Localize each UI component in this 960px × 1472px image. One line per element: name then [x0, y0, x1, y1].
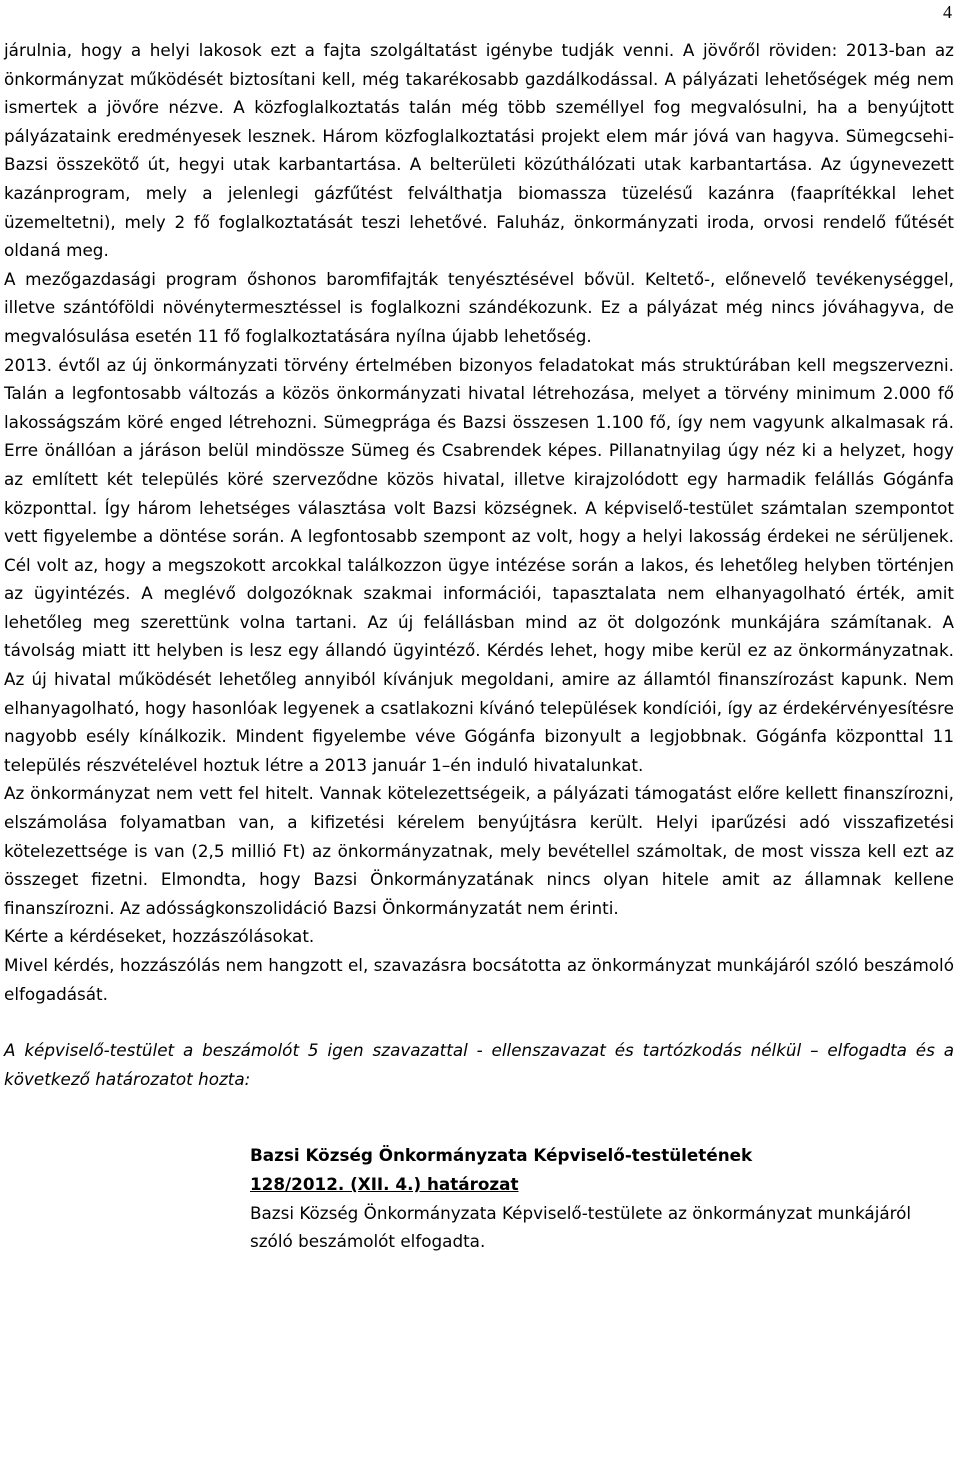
paragraph-questions-request: Kérte a kérdéseket, hozzászólásokat.	[4, 926, 315, 947]
resolution-text: Bazsi Község Önkormányzata Képviselő-testülete az önkormányzat munkájáról szóló beszámolót elfogadta.	[250, 1202, 912, 1252]
paragraph-vote-call: Mivel kérdés, hozzászólás nem hangzott el, szavazásra bocsátotta az önkormányzat munkájáról szóló beszámoló elfogadását.	[4, 955, 954, 1004]
resolution-number: 128/2012. (XII. 4.) határozat	[250, 1173, 519, 1194]
paragraph-finances: Az önkormányzat nem vett fel hitelt. Vannak kötelezettségeik, a pályázati támogatást előre kellett finanszírozni, elszámolása folyamatban van, a kifizetési kérelem benyújtásra került. Helyi iparűzési adó visszafizetési kötelezettsége is van (2,5 millió Ft) az önkormányzatnak, mely bevétellel számoltak, de most vissza kell ezt az összeget fizetni. Elmondta, hogy Bazsi Önkormányzatának nincs olyan hitele amit az államnak kellene finanszírozni. Az adósságkonszolidáció Bazsi Önkormányzatát nem érinti.	[4, 783, 954, 918]
paragraph-joint-office: 2013. évtől az új önkormányzati törvény értelmében bizonyos feladatokat más struktúrában kell megszervezni. Talán a legfontosabb változás a közös önkormányzati hivatal létrehozása, melyet a törvény minimum 2.000 fő lakosságszám köré enged létrehozni. Sümegprága és Bazsi összesen 1.100 fő, így nem vagyunk alkalmasak rá. Erre önállóan a járáson belül mindössze Sümeg és Csabrendek képes. Pillanatnyilag úgy néz ki a helyzet, hogy az említett két település köré szerveződne közös hivatal, illetve kirajzolódott egy harmadik felállás Gógánfa központtal. Így három lehetséges választása volt Bazsi községnek. A képviselő-testület számtalan szempontot vett figyelembe a döntése során. A legfontosabb szempont az volt, hogy a helyi lakosság érdekei ne sérüljenek. Cél volt az, hogy a megszokott arcokkal találkozzon ügye intézése során a lakos, és lehetőleg helyben történjen az ügyintézés. A meglévő dolgozóknak szakmai információi, tapasztalata nem elhanyagolható érték, amit lehetőleg meg szerettünk volna tartani. Az új felállásban mind az öt dolgozónk munkájára számítanak. A távolság miatt itt helyben is lesz egy állandó ügyintéző. Kérdés lehet, hogy mibe kerül ez az önkormányzatnak. Az új hivatal működését lehetőleg annyiból kívánjuk megoldani, amire az államtól finanszírozást kapunk. Nem elhanyagolható, hogy hasonlóak legyenek a csatlakozni kívánó települések kondíciói, így az érdekérvényesítésre nagyobb esély kínálkozik. Mindent figyelembe véve Gógánfa bizonyult a legjobbnak. Gógánfa központtal 11 település részvételével hoztuk létre a 2013 január 1–én induló hivatalunkat.	[4, 354, 954, 775]
minutes-body	[4, 0, 954, 1093]
spacer	[4, 1008, 954, 1036]
paragraph-agriculture-program: A mezőgazdasági program őshonos baromfifajták tenyésztésével bővül. Keltető-, előnevelő tevékenységgel, illetve szántóföldi növénytermesztéssel is foglalkozni szándékozunk. Ez a pályázat még nincs jóváhagyva, de megvalósulása esetén 11 fő foglalkoztatására nyílna újabb lehetőség.	[4, 268, 954, 346]
decision-statement: A képviselő-testület a beszámolót 5 igen szavazattal - ellenszavazat és tartózkodás nélkül – elfogadta és a következő határozatot hozta:	[4, 1040, 954, 1089]
page-number: 4	[943, 2, 952, 22]
resolution-block	[250, 1141, 954, 1255]
paragraph-future-plans: járulnia, hogy a helyi lakosok ezt a fajta szolgáltatást igénybe tudják venni. A jövőről röviden: 2013-ban az önkormányzat működését biztosítani kell, még takarékosabb gazdálkodással. A pályázati lehetőségek még nem ismertek a jövőre nézve. A közfoglalkoztatás talán még több személlyel fog megvalósulni, ha a benyújtott pályázataink eredményesek lesznek. Három közfoglalkoztatási projekt elem már jóvá van hagyva. Sümegcsehi-Bazsi összekötő út, hegyi utak karbantartása. A belterületi közúthálózati utak karbantartása. Az úgynevezett kazánprogram, mely a jelenlegi gázfűtést felválthatja biomassza tüzelésű kazánra (faaprítékkal lehet üzemeltetni), mely 2 fő foglalkoztatását teszi lehetővé. Faluház, önkormányzati iroda, orvosi rendelő fűtését oldaná meg.	[4, 40, 954, 261]
resolution-title: Bazsi Község Önkormányzata Képviselő-testületének	[250, 1145, 753, 1166]
